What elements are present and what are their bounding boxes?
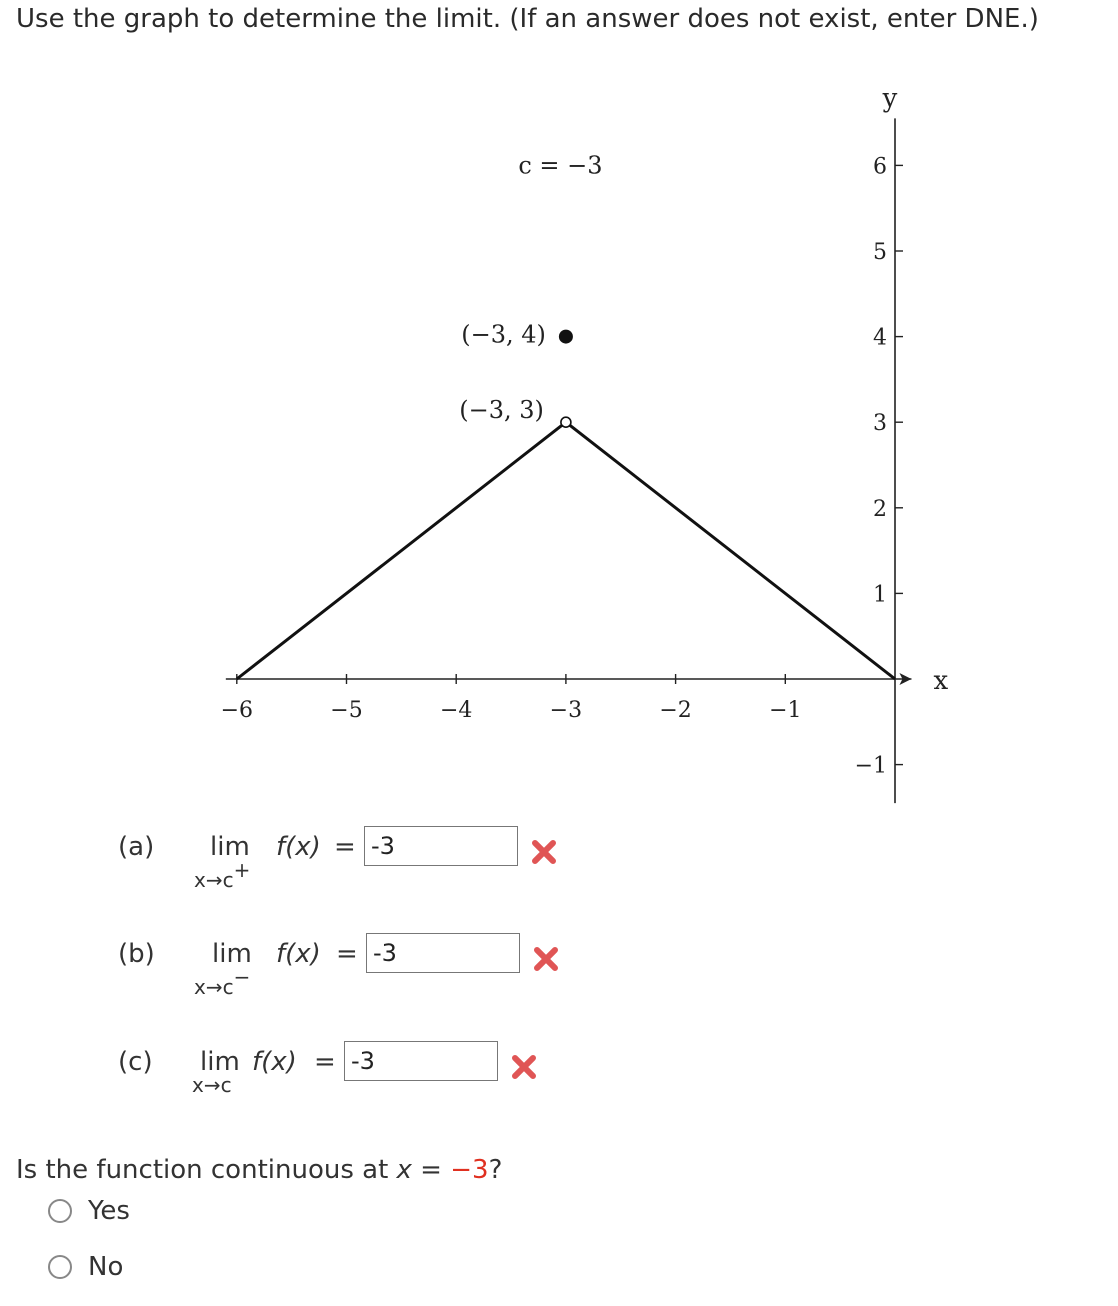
y-tick-label: 3 <box>873 411 887 437</box>
part-b-sign: − <box>233 965 251 989</box>
question-prefix: Is the function continuous at <box>16 1155 397 1185</box>
continuity-question <box>16 1155 502 1185</box>
part-a-sign: + <box>233 858 251 882</box>
y-axis-label: y <box>882 83 898 114</box>
y-tick-label: 1 <box>873 582 887 608</box>
points <box>559 330 573 428</box>
x-tick-label: −1 <box>769 698 802 723</box>
closed-point-label: (−3, 4) <box>461 320 546 349</box>
part-b-label: (b) <box>118 939 155 969</box>
y-tick-label: 6 <box>873 154 887 180</box>
part-a-function: f(x) <box>276 832 321 862</box>
question-var: x <box>396 1155 412 1185</box>
instructions: Use the graph to determine the limit. (If an answer does not exist, enter DNE.) <box>16 4 1039 34</box>
part-b <box>0 933 700 1013</box>
x-axis-label: x <box>933 666 949 696</box>
part-a-label: (a) <box>118 832 155 862</box>
option-yes[interactable] <box>48 1196 130 1226</box>
option-no-label: No <box>88 1252 124 1282</box>
part-a-lim: lim <box>210 832 250 862</box>
radio-no-icon[interactable] <box>48 1255 72 1279</box>
part-a <box>0 826 700 906</box>
question-eq: = <box>411 1155 451 1185</box>
function-line <box>237 422 895 679</box>
question-value: −3 <box>450 1155 489 1185</box>
part-c-equals: = <box>314 1047 336 1077</box>
y-tick-label: 4 <box>873 325 887 351</box>
part-a-answer-input[interactable] <box>364 826 518 866</box>
part-b-subscript <box>194 965 251 999</box>
c-label: c = −3 <box>518 151 603 180</box>
part-c-label: (c) <box>118 1047 153 1077</box>
part-b-answer-input[interactable] <box>366 933 520 973</box>
part-c-incorrect-icon <box>510 1053 538 1081</box>
part-c-answer-input[interactable] <box>344 1041 498 1081</box>
x-tick-label: −2 <box>659 698 692 723</box>
ticks <box>221 154 903 778</box>
part-b-lim: lim <box>212 939 252 969</box>
x-tick-label: −3 <box>549 698 583 723</box>
part-a-equals: = <box>334 832 356 862</box>
open-point-label: (−3, 3) <box>459 396 544 425</box>
part-b-incorrect-icon <box>532 945 560 973</box>
option-no[interactable] <box>48 1252 123 1282</box>
part-b-function: f(x) <box>276 939 321 969</box>
part-b-approach: x→c <box>194 975 234 999</box>
x-tick-label: −4 <box>439 698 473 723</box>
part-c-approach: x→c <box>192 1073 232 1097</box>
part-c-lim: lim <box>200 1047 240 1077</box>
y-tick-label: 2 <box>873 496 887 522</box>
closed-point <box>559 330 573 344</box>
radio-yes-icon[interactable] <box>48 1199 72 1223</box>
part-b-equals: = <box>336 939 358 969</box>
part-a-approach: x→c <box>194 868 234 892</box>
x-tick-label: −6 <box>220 698 254 723</box>
option-yes-label: Yes <box>88 1196 130 1226</box>
question-suffix: ? <box>488 1155 503 1185</box>
part-a-incorrect-icon <box>530 838 558 866</box>
open-point <box>561 417 571 427</box>
part-c-function: f(x) <box>252 1047 297 1077</box>
function-curve <box>237 422 895 679</box>
y-tick-label: −1 <box>854 753 887 779</box>
part-a-subscript <box>194 858 251 892</box>
part-c <box>0 1041 700 1111</box>
x-tick-label: −5 <box>330 698 363 723</box>
y-tick-label: 5 <box>873 240 887 265</box>
part-c-subscript <box>192 1073 232 1097</box>
